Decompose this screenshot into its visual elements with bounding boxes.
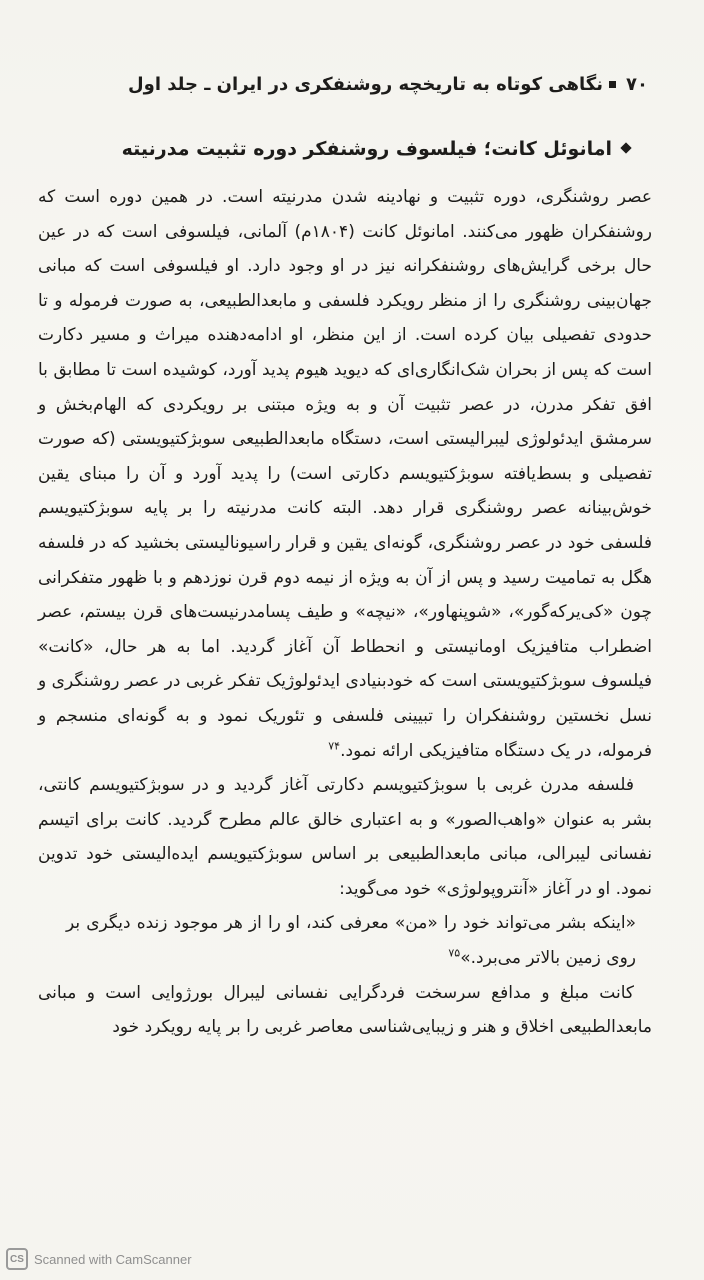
paragraph-text: فلسفه مدرن غربی با سوبژکتیویسم دکارتی آغاز گردید و در سوبژکتیویسم کانتی، بشر به عنوان «واهب‌الصور» و به اعتباری خالق عالم مطرح گردید. کانت برای اتیسم نفسانی لیبرالی، مبانی مابعدالطبیعی بر اساس سوبژکتیویسم ایده‌الیستی خود تدوین نمود. او در آغاز «آنتروپولوژی» خود می‌گوید: [38, 775, 652, 899]
footnote-marker: ۷۵ [448, 946, 461, 960]
footnote-marker: ۷۴ [328, 738, 341, 752]
quote-paragraph [66, 906, 636, 975]
scanner-text: Scanned with CamScanner [34, 1251, 192, 1267]
section-title: امانوئل کانت؛ فیلسوف روشنفکر دوره تثبیت مدرنیته [121, 138, 612, 160]
header-separator [609, 81, 616, 88]
paragraph-2 [38, 768, 652, 906]
camscanner-logo-icon: CS [6, 1248, 28, 1270]
paragraph-text: کانت مبلغ و مدافع سرسخت فردگرایی نفسانی لیبرال بورژوایی است و مبانی مابعدالطبیعی اخلاق و هنر و زیبایی‌شناسی معاصر غربی را بر پایه رویکرد خود [38, 982, 652, 1038]
paragraph-4 [38, 976, 652, 1045]
paragraph-text: عصر روشنگری، دوره تثبیت و نهادینه شدن مدرنیته است. در همین دوره است که روشنفکران ظهور می‌کنند. امانوئل کانت (۱۸۰۴م) آلمانی، فیلسوفی است که در عین حال برخی گرایش‌های روشنفکرانه نیز در او وجود دارد. او فیلسوفی است که مبانی جهان‌بینی روشنگری را از منظر رویکرد فلسفی و مابعدالطبیعی، به صورت فرموله و تا حدودی تفصیلی بیان کرده است. از این منظر، او ادامه‌دهنده میراث و مسیر دکارت است که پس از بحران شک‌انگاری‌ای که دیوید هیوم پدید آورد، کوشیده است تا مطابق با افق تفکر مدرن، در عصر تثبیت آن و به ویژه مبتنی بر رویکردی که الهام‌بخش و سرمشق ایدئولوژی لیبرالیستی است، دستگاه مابعدالطبیعی سوبژکتیویستی (که صورت تفصیلی و بسط‌یافته سوبژکتیویسم دکارتی است) را پدید آورد و آن را مبنای یقین خوش‌بینانه عصر روشنگری قرار دهد. البته کانت مدرنیته را بر پایه سوبژکتیویسم فلسفی خود در عصر روشنگری، گونه‌ای یقین و قرار راسیونالیستی بخشید که در فلسفه هگل به تمامیت رسید و پس از آن به ویژه از نیمه دوم قرن نوزدهم و با ظهور متفکرانی چون «کی‌یرکه‌گور»، «شوپنهاور»، «نیچه» و طیف پسامدرنیست‌های قرن بیستم، عصر اضطراب متافیزیک اومانیستی و انحطاط آن آغاز گردید. اما به هر حال، «کانت» فیلسوف سوبژکتیویستی است که خودبنیادی ایدئولوژیک تفکر غربی در عصر روشنگری و نسل نخستین روشنفکران را تبیینی فلسفی و تئوریک نمود و به گونه‌ای منسجم و فرموله، در یک دستگاه متافیزیکی ارائه نمود. [38, 187, 652, 761]
book-title: نگاهی کوتاه به تاریخچه روشنفکری در ایران ـ جلد اول [128, 74, 604, 95]
body-text [38, 180, 652, 1045]
diamond-bullet-icon [620, 142, 631, 153]
page-header [40, 74, 648, 95]
scanner-watermark [6, 1248, 192, 1270]
page-number: ۷۰ [626, 74, 648, 95]
paragraph-1 [38, 180, 652, 768]
quote-text: «اینکه بشر می‌تواند خود را «من» معرفی کند، او را از هر موجود زنده دیگری بر روی زمین بالاتر می‌برد.» [66, 913, 636, 969]
section-heading [40, 138, 630, 160]
